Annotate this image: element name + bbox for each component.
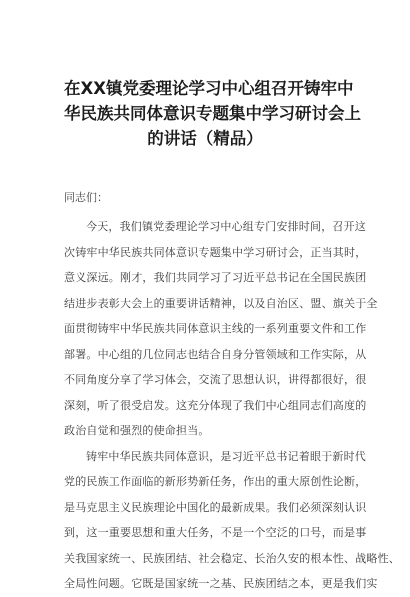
text-line: 今天，我们镇党委理论学习中心组专门安排时间，召开这	[86, 220, 366, 233]
text-line: 部署。中心组的几位同志也结合自身分管领域和工作实际，从	[64, 347, 367, 361]
paragraph-2	[64, 444, 400, 597]
title-line: 的讲话（精品）	[147, 129, 263, 148]
title-line: 华民族共同体意识专题集中学习研讨会上	[64, 104, 361, 123]
text-line: 全局性问题。它既是国家统一之基、民族团结之本，更是我们实	[64, 577, 378, 590]
document-title	[64, 76, 361, 151]
salutation: 同志们：	[64, 191, 108, 204]
text-line: 是马克思主义民族理论中国化的最新成果。我们必须深刻认识	[64, 500, 367, 514]
text-line: 关我国家统一、民族团结、社会稳定、长治久安的根本性、战略性、	[64, 551, 400, 565]
text-line: 不同角度分享了学习体会，交流了思想认识，讲得都很好，很	[64, 373, 367, 386]
paragraph-1	[64, 214, 378, 444]
text-line: 党的民族工作面临的新形势新任务，作出的重大原创性论断，	[64, 475, 367, 488]
text-line: 到，这一重要思想和重大任务，不是一个空泛的口号，而是事	[64, 526, 367, 539]
text-line: 深刻，听了很受启发。这充分体现了我们中心组同志们高度的	[64, 398, 367, 412]
text-line: 面贯彻铸牢中华民族共同体意识主线的一系列重要文件和工作	[64, 322, 367, 335]
text-line: 意义深远。刚才，我们共同学习了习近平总书记在全国民族团	[64, 271, 367, 284]
text-line: 铸牢中华民族共同体意识，是习近平总书记着眼于新时代	[86, 449, 366, 463]
text-line: 次铸牢中华民族共同体意识专题集中学习研讨会，正当其时，	[64, 245, 367, 259]
text-line: 政治自觉和强烈的使命担当。	[64, 424, 210, 437]
title-line: 在XX镇党委理论学习中心组召开铸牢中	[64, 79, 354, 98]
text-line: 结进步表彰大会上的重要讲话精神，以及自治区、盟、旗关于全	[64, 296, 378, 310]
